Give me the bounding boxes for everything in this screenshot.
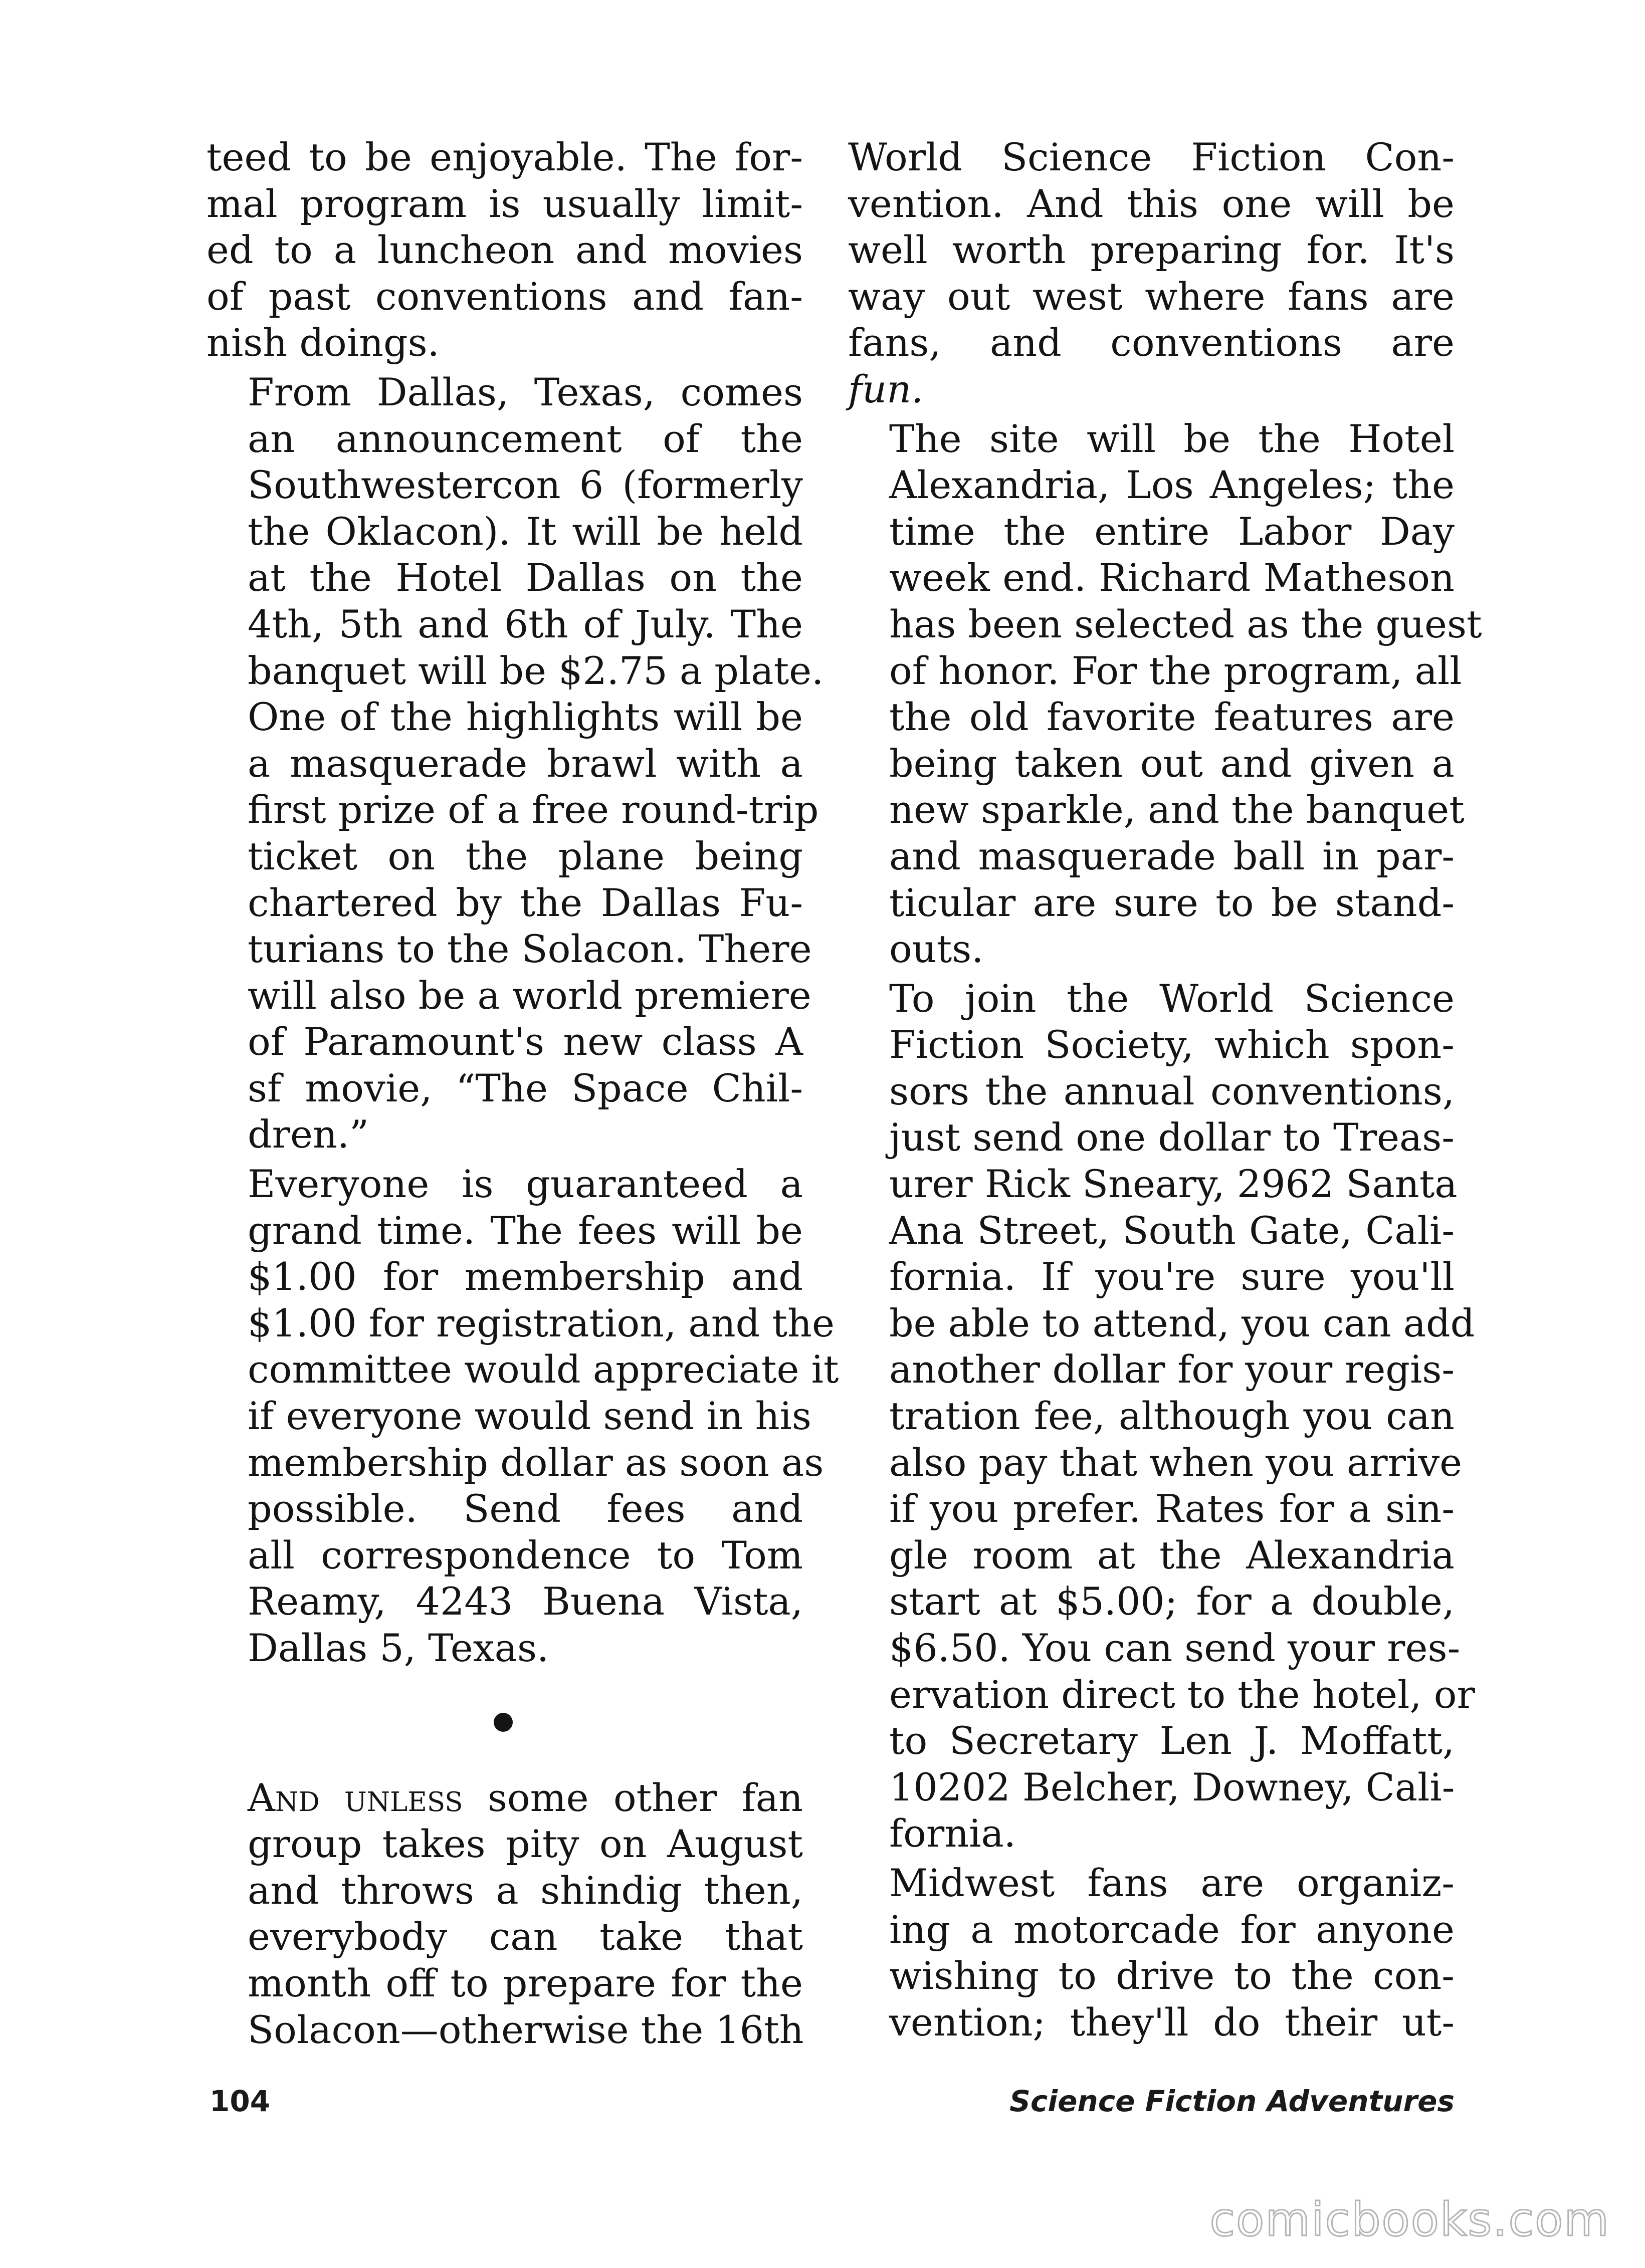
- text-line: new sparkle, and the banquet: [889, 787, 1465, 832]
- text-line: and masquerade ball in par-: [889, 833, 1455, 878]
- paragraph: [848, 416, 1482, 973]
- text-line: possible. Send fees and: [248, 1486, 803, 1531]
- text-line: Dallas 5, Texas.: [248, 1626, 549, 1670]
- text-line: To join the World Science: [889, 976, 1455, 1021]
- watermark: comicbooks.com: [1209, 2193, 1610, 2246]
- text-line: turians to the Solacon. There: [248, 927, 812, 972]
- paragraph: [207, 1161, 839, 1672]
- text-line: well worth preparing for. It's: [848, 228, 1455, 273]
- paragraph: [848, 976, 1475, 1857]
- text-line: fornia.: [889, 1811, 1016, 1856]
- text-line: ervation direct to the hotel, or: [889, 1672, 1475, 1717]
- text-line: wishing to drive to the con-: [889, 1953, 1455, 1998]
- text-line: sf movie, “The Space Chil-: [248, 1065, 803, 1110]
- text-line: of Paramount's new class A: [248, 1019, 803, 1064]
- text-line: way out west where fans are: [848, 274, 1455, 319]
- italic-word: fun.: [848, 366, 924, 411]
- section-lead-smallcaps: And unless: [248, 1775, 463, 1820]
- text-line: teed to be enjoyable. The for-: [207, 135, 803, 179]
- text-line: a masquerade brawl with a: [248, 741, 803, 786]
- text-line: urer Rick Sneary, 2962 Santa: [889, 1162, 1458, 1207]
- text-line: just send one dollar to Treas-: [889, 1115, 1455, 1160]
- text-line: $6.50. You can send your res-: [889, 1626, 1461, 1670]
- text-line: chartered by the Dallas Fu-: [248, 880, 803, 925]
- page-number: 104: [210, 2084, 271, 2118]
- text-line: vention. And this one will be: [848, 181, 1455, 226]
- text-line: will also be a world premiere: [248, 973, 811, 1018]
- text-line: week end. Richard Matheson: [889, 555, 1455, 600]
- text-line: dren.”: [248, 1112, 369, 1157]
- text-line: also pay that when you arrive: [889, 1440, 1463, 1485]
- text-line: fans, and conventions are: [848, 320, 1455, 365]
- text-line: the old favorite features are: [889, 695, 1455, 740]
- text-line: Alexandria, Los Angeles; the: [889, 463, 1455, 508]
- text-line: group takes pity on August: [248, 1822, 803, 1867]
- text-line: to Secretary Len J. Moffatt,: [889, 1718, 1455, 1763]
- text-line: first prize of a free round-trip: [248, 787, 819, 832]
- text-line: committee would appreciate it: [248, 1347, 839, 1392]
- text-line: if everyone would send in his: [248, 1394, 811, 1439]
- text-line: at the Hotel Dallas on the: [248, 555, 803, 600]
- text-line: has been selected as the guest: [889, 601, 1482, 646]
- text-line: From Dallas, Texas, comes: [248, 369, 803, 414]
- text-line: membership dollar as soon as: [248, 1440, 824, 1485]
- text-line: month off to prepare for the: [248, 1960, 803, 2005]
- text-line: grand time. The fees will be: [248, 1208, 803, 1253]
- text-line: 10202 Belcher, Downey, Cali-: [889, 1764, 1455, 1809]
- text-line: if you prefer. Rates for a sin-: [889, 1486, 1455, 1531]
- text-line: ticket on the plane being: [248, 833, 803, 878]
- text-line: outs.: [889, 927, 984, 972]
- left-column: [207, 134, 839, 2053]
- text-line: The site will be the Hotel: [889, 416, 1455, 461]
- text-line: being taken out and given a: [889, 741, 1455, 786]
- text-line: all correspondence to Tom: [248, 1532, 803, 1577]
- text-line: of past conventions and fan-: [207, 274, 803, 319]
- text-line: fornia. If you're sure you'll: [889, 1254, 1455, 1299]
- text-line: ing a motorcade for anyone: [889, 1907, 1455, 1952]
- right-column: [848, 134, 1482, 2046]
- section-break-bullet: [494, 1713, 513, 1732]
- section-paragraph: [207, 1775, 803, 2054]
- text-line: Midwest fans are organiz-: [889, 1860, 1455, 1905]
- text-line: banquet will be $2.75 a plate.: [248, 648, 824, 693]
- text-line: Solacon—otherwise the 16th: [248, 2007, 804, 2052]
- text-line: [848, 366, 1455, 413]
- text-line: start at $5.00; for a double,: [889, 1579, 1455, 1624]
- text-line: time the entire Labor Day: [889, 509, 1455, 554]
- text-line: the Oklacon). It will be held: [248, 509, 803, 554]
- text-line: another dollar for your regis-: [889, 1347, 1455, 1392]
- text-line: everybody can take that: [248, 1914, 803, 1959]
- paragraph: [207, 369, 824, 1158]
- text-line: and throws a shindig then,: [248, 1868, 803, 1913]
- text-line: $1.00 for membership and: [248, 1254, 803, 1299]
- text-line: tration fee, although you can: [889, 1394, 1455, 1439]
- text-line: of honor. For the program, all: [889, 648, 1462, 693]
- text-line: Reamy, 4243 Buena Vista,: [248, 1579, 803, 1624]
- text-line: Southwestercon 6 (formerly: [248, 463, 803, 508]
- text-line: Ana Street, South Gate, Cali-: [889, 1208, 1455, 1253]
- running-title: Science Fiction Adventures: [1009, 2084, 1455, 2118]
- text-line: Everyone is guaranteed a: [248, 1162, 803, 1207]
- text-line: Fiction Society, which spon-: [889, 1022, 1455, 1067]
- text-line: nish doings.: [207, 320, 440, 365]
- text-line: 4th, 5th and 6th of July. The: [248, 601, 803, 646]
- text-line: vention; they'll do their ut-: [889, 1999, 1455, 2045]
- text-line: [207, 1775, 803, 1822]
- paragraph: [207, 134, 803, 366]
- text-line: ed to a luncheon and movies: [207, 228, 803, 273]
- text-line: an announcement of the: [248, 416, 803, 461]
- text-line: mal program is usually limit-: [207, 181, 803, 226]
- text-line: One of the highlights will be: [248, 695, 803, 740]
- section-first-line-rest: some other fan: [463, 1775, 803, 1820]
- text-line: ticular are sure to be stand-: [889, 880, 1455, 925]
- text-line: World Science Fiction Con-: [848, 135, 1455, 179]
- paragraph: [848, 1860, 1455, 2046]
- text-line: be able to attend, you can add: [889, 1300, 1475, 1345]
- paragraph: [848, 134, 1455, 413]
- text-line: gle room at the Alexandria: [889, 1532, 1455, 1577]
- text-line: sors the annual conventions,: [889, 1068, 1455, 1113]
- text-line: $1.00 for registration, and the: [248, 1300, 835, 1345]
